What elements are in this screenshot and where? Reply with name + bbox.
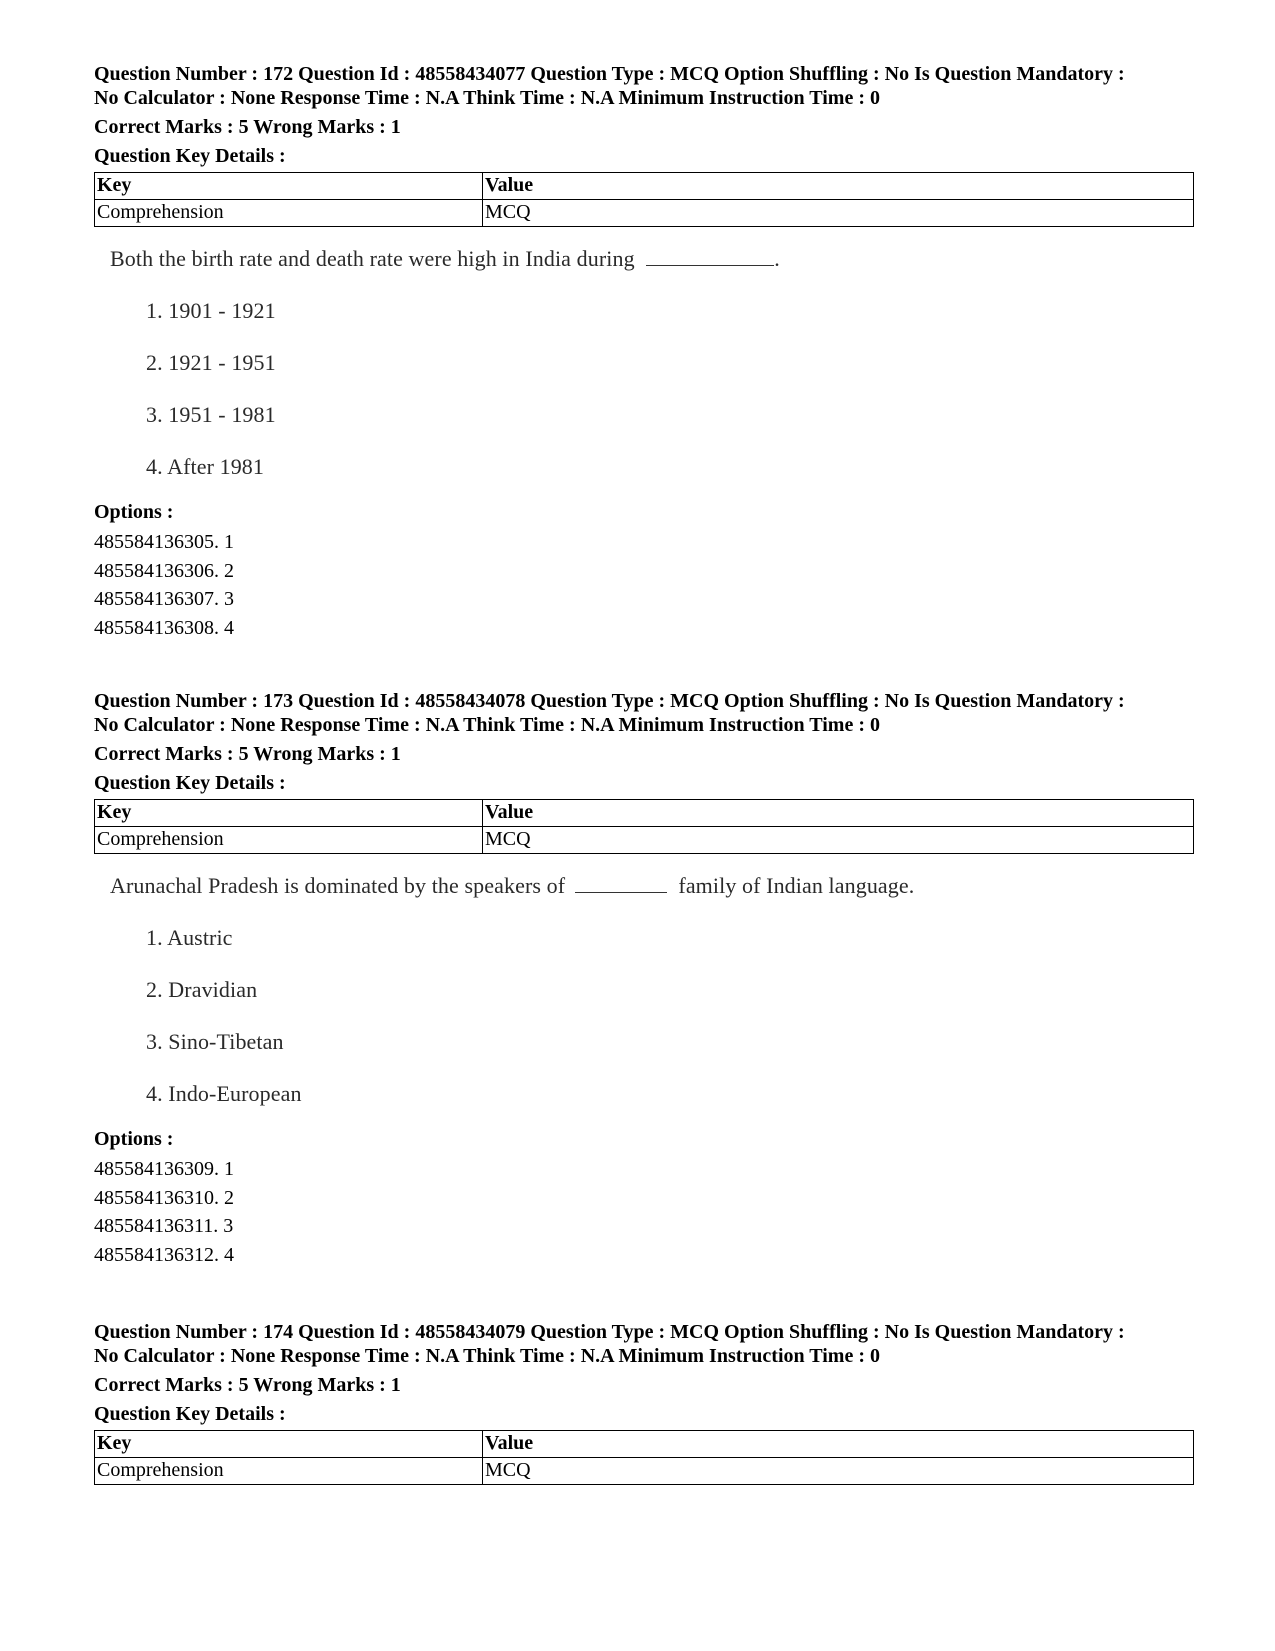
- table-header-key: Key: [95, 173, 483, 200]
- marks-line: Correct Marks : 5 Wrong Marks : 1: [94, 1374, 401, 1396]
- option-row: 485584136308. 4: [94, 616, 234, 639]
- option-row: 485584136306. 2: [94, 559, 234, 582]
- table-cell-key: Comprehension: [95, 827, 483, 854]
- table-header-row: [95, 1431, 1194, 1458]
- option-row: 485584136312. 4: [94, 1243, 234, 1266]
- question-meta-line-1: Question Number : 172 Question Id : 48558434077 Question Type : MCQ Option Shuffling : No Is Question Mandatory :: [94, 63, 1125, 85]
- question-block-172: [94, 62, 1194, 642]
- question-block-174: [94, 1320, 1194, 1485]
- table-cell-key: Comprehension: [95, 200, 483, 227]
- marks-line: Correct Marks : 5 Wrong Marks : 1: [94, 743, 401, 765]
- option-row: 485584136310. 2: [94, 1186, 234, 1209]
- marks-line: Correct Marks : 5 Wrong Marks : 1: [94, 116, 401, 138]
- question-meta-line-2: No Calculator : None Response Time : N.A Think Time : N.A Minimum Instruction Time : 0: [94, 1345, 880, 1367]
- option-list: [94, 1155, 1194, 1269]
- question-content: [110, 243, 1194, 482]
- choice-item: 1. Austric: [146, 925, 233, 950]
- table-header-value: Value: [483, 800, 1194, 827]
- options-label: Options :: [94, 501, 174, 523]
- table-header-value: Value: [483, 1431, 1194, 1458]
- option-row: 485584136309. 1: [94, 1158, 234, 1180]
- choice-item: 3. Sino-Tibetan: [146, 1029, 284, 1054]
- choice-item: 1. 1901 - 1921: [146, 298, 276, 323]
- choice-list: [110, 296, 1194, 482]
- option-row: 485584136311. 3: [94, 1215, 234, 1237]
- key-details-label: Question Key Details :: [94, 145, 286, 167]
- question-text-before: Arunachal Pradesh is dominated by the speakers of: [110, 873, 566, 898]
- choice-item: 2. 1921 - 1951: [146, 350, 276, 375]
- choice-item: 2. Dravidian: [146, 977, 258, 1002]
- key-details-table: [94, 799, 1194, 854]
- question-text: [110, 870, 1194, 901]
- table-row: [95, 200, 1194, 227]
- key-details-table: [94, 172, 1194, 227]
- table-cell-key: Comprehension: [95, 1458, 483, 1485]
- question-text-after: .: [774, 246, 780, 271]
- table-header-key: Key: [95, 1431, 483, 1458]
- option-row: 485584136305. 1: [94, 531, 234, 553]
- key-details-label: Question Key Details :: [94, 1403, 286, 1425]
- table-row: [95, 827, 1194, 854]
- question-meta-line-2: No Calculator : None Response Time : N.A Think Time : N.A Minimum Instruction Time : 0: [94, 87, 880, 109]
- question-meta-line-1: Question Number : 173 Question Id : 48558434078 Question Type : MCQ Option Shuffling : No Is Question Mandatory :: [94, 690, 1125, 712]
- question-text-after: family of Indian language.: [678, 873, 915, 898]
- answer-blank: [646, 243, 774, 266]
- question-meta-line-2: No Calculator : None Response Time : N.A Think Time : N.A Minimum Instruction Time : 0: [94, 714, 880, 736]
- choice-item: 3. 1951 - 1981: [146, 402, 276, 427]
- question-content: [110, 870, 1194, 1109]
- table-header-row: [95, 173, 1194, 200]
- question-block-173: [94, 689, 1194, 1269]
- table-header-key: Key: [95, 800, 483, 827]
- question-meta-line-1: Question Number : 174 Question Id : 48558434079 Question Type : MCQ Option Shuffling : No Is Question Mandatory :: [94, 1321, 1125, 1343]
- key-details-table: [94, 1430, 1194, 1485]
- table-cell-value: MCQ: [483, 200, 1194, 227]
- table-cell-value: MCQ: [483, 1458, 1194, 1485]
- question-text-before: Both the birth rate and death rate were high in India during: [110, 246, 635, 271]
- choice-item: 4. Indo-European: [146, 1081, 302, 1106]
- answer-blank: [575, 870, 667, 893]
- table-row: [95, 1458, 1194, 1485]
- choice-list: [110, 923, 1194, 1109]
- table-header-value: Value: [483, 173, 1194, 200]
- table-cell-value: MCQ: [483, 827, 1194, 854]
- options-label: Options :: [94, 1128, 174, 1150]
- option-list: [94, 528, 1194, 642]
- question-text: [110, 243, 1194, 274]
- table-header-row: [95, 800, 1194, 827]
- choice-item: 4. After 1981: [146, 454, 265, 479]
- key-details-label: Question Key Details :: [94, 772, 286, 794]
- option-row: 485584136307. 3: [94, 588, 234, 610]
